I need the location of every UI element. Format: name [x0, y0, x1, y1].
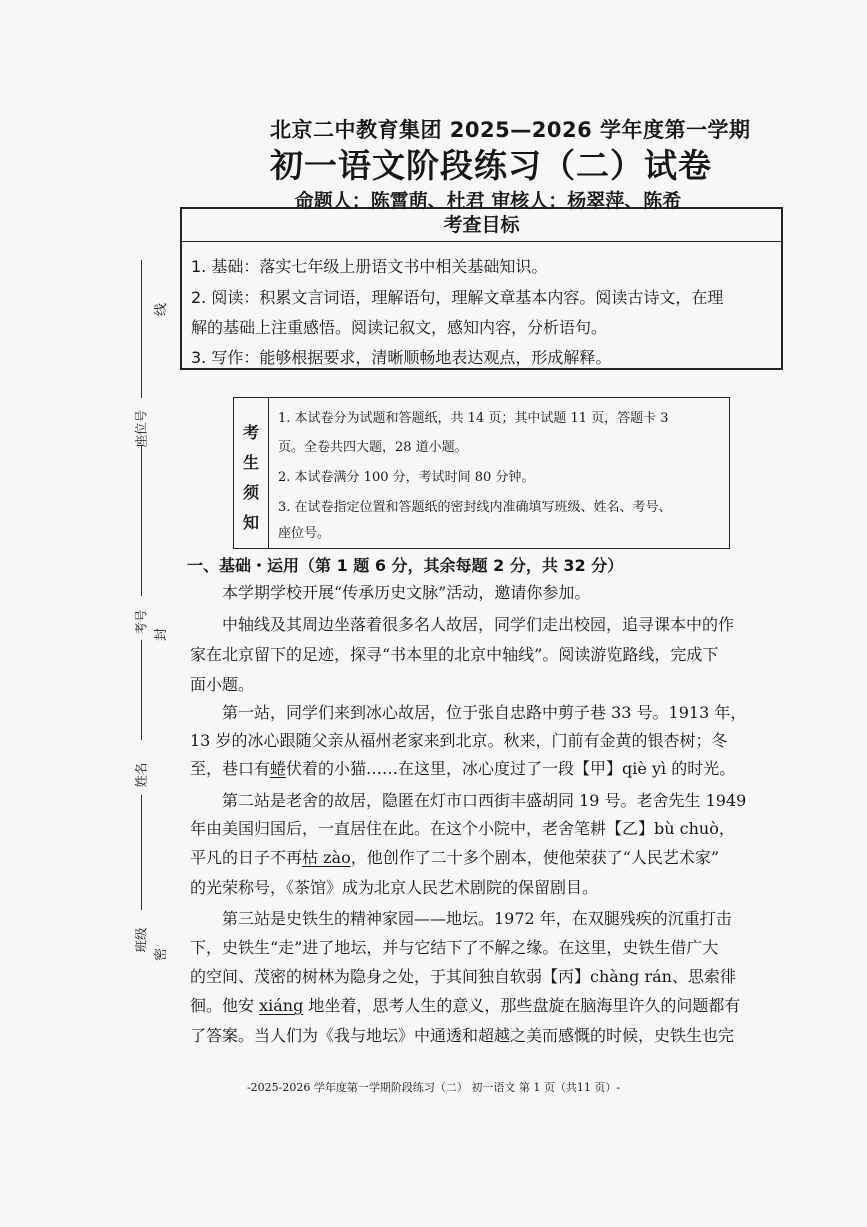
objectives-title: 考查目标	[182, 209, 781, 242]
marked-char: 蜷	[270, 759, 287, 778]
seat-no-fill-line	[141, 260, 142, 398]
secret-char: 密	[154, 947, 170, 962]
notice-head-char: 考	[242, 423, 259, 442]
text-run: ，他创作了二十多个剧本，使他荣获了“人民艺术家”	[350, 848, 720, 867]
objective-line: 3. 写作：能够根据要求，清晰顺畅地表达观点，形成解释。	[191, 348, 612, 367]
text-run: 伏着的小猫……在这里，冰心度过了一段【甲】qiè yì 的时光。	[286, 759, 736, 778]
notice-head-char: 须	[242, 483, 259, 502]
exam-no-label: 考号	[133, 609, 149, 635]
exam-title: 初一语文阶段练习（二）试卷	[270, 146, 712, 185]
paragraph-line: 下，史铁生“走”进了地坛，并与它结下了不解之缘。在这里，史铁生借广大	[190, 938, 719, 957]
notice-line: 页。全卷共四大题，28 道小题。	[278, 440, 468, 455]
notice-head-char: 知	[242, 513, 259, 532]
paragraph-line: 第三站是史铁生的精神家园——地坛。1972 年，在双腿残疾的沉重打击	[222, 909, 732, 928]
notice-line: 2. 本试卷满分 100 分，考试时间 80 分钟。	[278, 470, 535, 485]
notice-line: 1. 本试卷分为试题和答题纸，共 14 页；其中试题 11 页，答题卡 3	[278, 411, 669, 426]
paragraph-line	[190, 756, 735, 779]
paragraph-line: 家在北京留下的足迹，探寻“书本里的北京中轴线”。阅读游览路线，完成下	[190, 645, 719, 664]
authors-line: 命题人：陈霄萌、杜君 审核人：杨翠萍、陈希	[294, 190, 682, 212]
paragraph-line: 面小题。	[190, 675, 255, 694]
paragraph-line: 年由美国归国后，一直居住在此。在这个小院中，老舍笔耕【乙】bù chuò，	[190, 819, 735, 838]
class-fill-line	[141, 795, 142, 910]
class-label: 班级	[133, 927, 149, 953]
name-label: 姓名	[133, 762, 149, 788]
paragraph-line	[190, 993, 740, 1016]
text-run: 徊。他安	[190, 996, 260, 1015]
objective-line: 2. 阅读：积累文言词语，理解语句，理解文章基本内容。阅读古诗文，在理	[191, 288, 724, 307]
paragraph-line: 第一站，同学们来到冰心故居，位于张自忠路中剪子巷 33 号。1913 年，	[222, 703, 747, 722]
pinyin-blank: xiáng	[259, 996, 304, 1015]
paragraph-line: 了答案。当人们为《我与地坛》中通透和超越之美而感慨的时候，史铁生也完	[190, 1026, 735, 1045]
objectives-box	[180, 207, 783, 370]
section-intro: 本学期学校开展“传承历史文脉”活动，邀请你参加。	[222, 583, 591, 602]
notice-head-char: 生	[242, 453, 259, 472]
paragraph-line: 第二站是老舍的故居，隐匿在灯市口西街丰盛胡同 19 号。老舍先生 1949	[222, 791, 747, 810]
pinyin-blank: 枯 zào	[302, 848, 351, 867]
exam-notice-box	[233, 397, 730, 549]
page-footer: -2025-2026 学年度第一学期阶段练习（二） 初一语文 第 1 页（共11 页）-	[246, 1081, 621, 1094]
objective-line: 解的基础上注重感悟。阅读记叙文，感知内容，分析语句。	[191, 318, 608, 337]
seal-char: 封	[154, 627, 170, 642]
paragraph-line: 的光荣称号，《茶馆》成为北京人民艺术剧院的保留剧目。	[190, 878, 599, 897]
exam-no-fill-line	[141, 446, 142, 596]
paragraph-line	[190, 845, 719, 868]
notice-line: 3. 在试卷指定位置和答题纸的密封线内准确填写班级、姓名、考号、	[278, 500, 672, 515]
paragraph-line: 13 岁的冰心跟随父亲从福州老家来到北京。秋来，门前有金黄的银杏树；冬	[190, 731, 728, 750]
text-run: 至，巷口有	[190, 759, 271, 778]
text-run: 地坐着，思考人生的意义，那些盘旋在脑海里许久的问题都有	[303, 996, 741, 1015]
school-line: 北京二中教育集团 2025—2026 学年度第一学期	[270, 118, 751, 142]
text-run: 平凡的日子不再	[190, 848, 303, 867]
notice-line: 座位号。	[278, 526, 331, 541]
name-fill-line	[141, 640, 142, 740]
objective-line: 1. 基础：落实七年级上册语文书中相关基础知识。	[191, 257, 548, 276]
seat-no-label: 座位号	[133, 409, 149, 448]
section-heading: 一、基础・运用（第 1 题 6 分，其余每题 2 分，共 32 分）	[187, 556, 624, 575]
seal-line-char: 线	[154, 302, 170, 317]
paragraph-line: 中轴线及其周边坐落着很多名人故居，同学们走出校园，追寻课本中的作	[222, 615, 735, 634]
paragraph-line: 的空间、茂密的树林为隐身之处，于其间独自软弱【丙】chàng rán、思索徘	[190, 967, 736, 986]
notice-header	[234, 398, 269, 548]
